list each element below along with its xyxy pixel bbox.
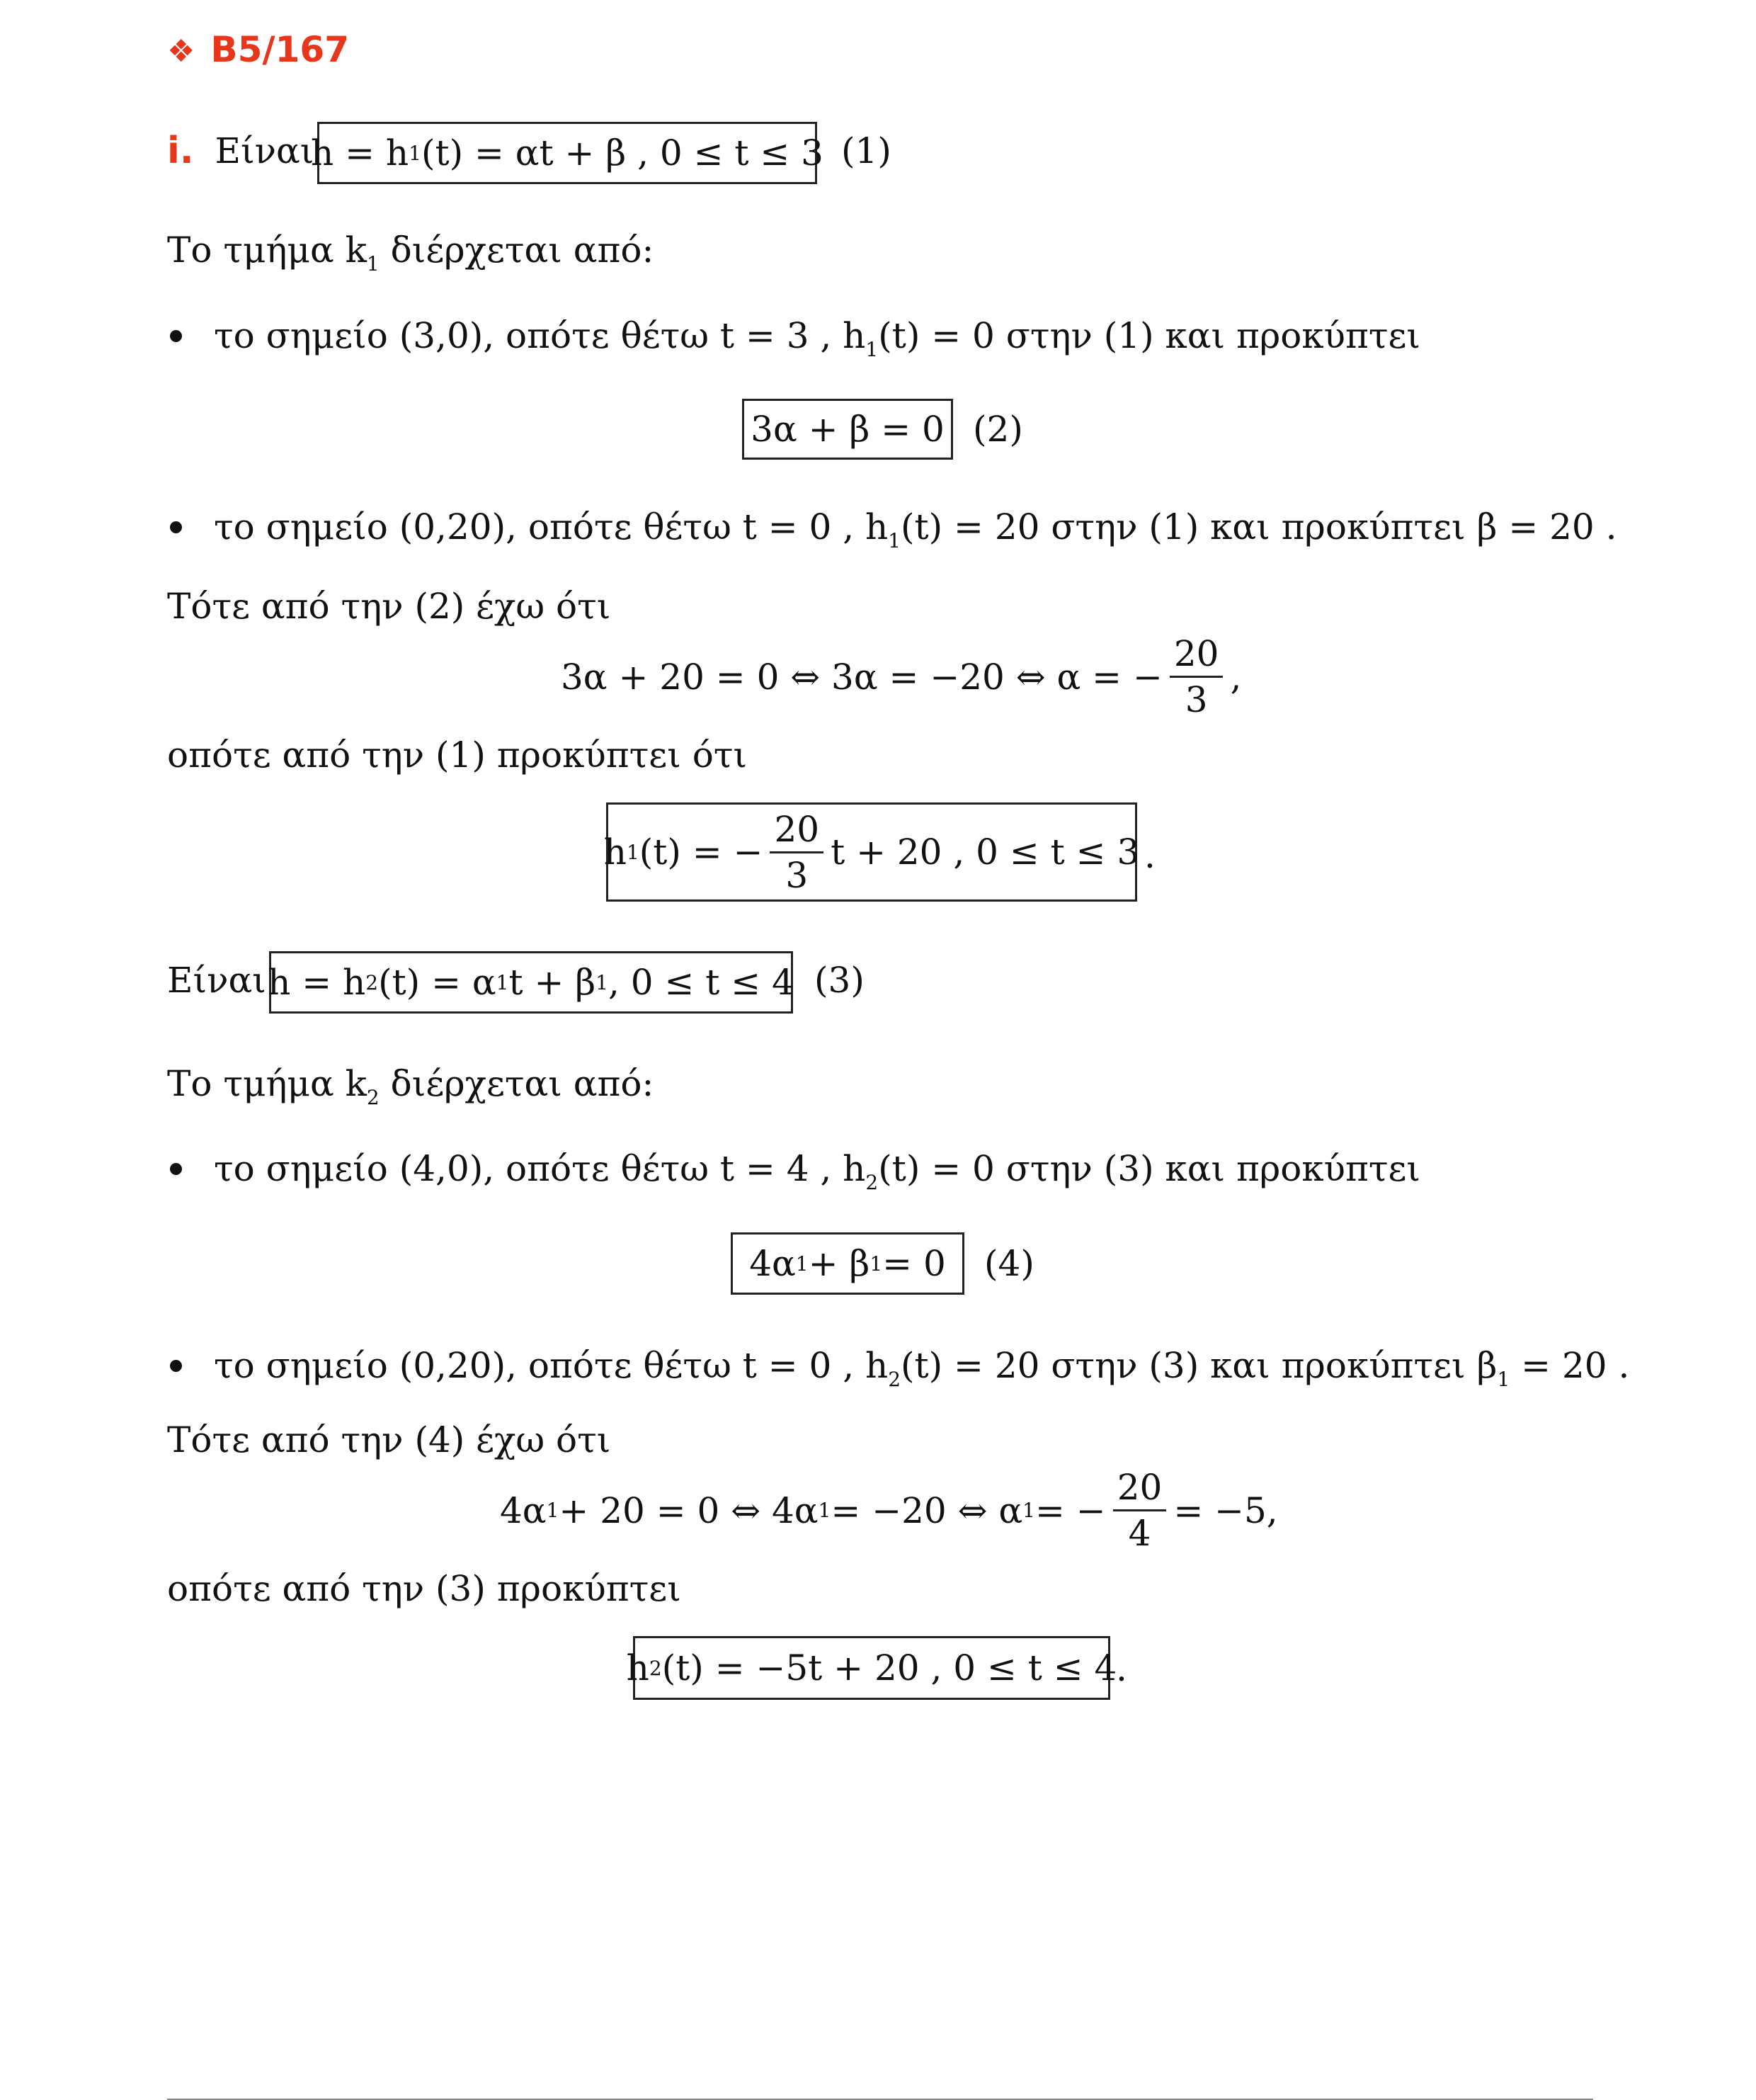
- equation-box-2: 3α + β = 0: [742, 399, 953, 460]
- then-text-2: Τότε από την (4) έχω ότι: [167, 1419, 611, 1460]
- then-text-1: Τότε από την (2) έχω ότι: [167, 586, 611, 627]
- fraction: $\frac{20}{3}$: [1170, 635, 1224, 719]
- equation-box-1: h = h 1 (t) = αt + β , 0 ≤ t ≤ 3: [317, 122, 817, 184]
- equation-tag-1: (1): [841, 130, 891, 171]
- section-header: [167, 28, 349, 73]
- part-label: i.: [167, 130, 194, 172]
- so-text-1: οπότε από την (1) προκύπτει ότι: [167, 734, 748, 776]
- equation-2: 4α 1 + 20 = 0 ⇔ 4α 1 = −20 ⇔ α 1 = − $\frac{20}{4}$ = −5,: [500, 1467, 1278, 1554]
- intro-text-2: Είναι: [167, 960, 266, 1001]
- bullet-text-2: το σημείο (0,20), οπότε θέτω t = 0 , $h_1(t) = 20$ στην (1) και προκύπτει β = 20 .: [214, 506, 1617, 552]
- fraction: $\frac{20}{3}$: [770, 810, 823, 895]
- segment2-line: Το τμήμα $k_2$ διέρχεται από:: [167, 1063, 654, 1109]
- result-end-1: .: [1144, 835, 1156, 876]
- bullet-icon: [170, 521, 182, 533]
- result-box-2: h 2 (t) = −5t + 20 , 0 ≤ t ≤ 4: [633, 1636, 1110, 1700]
- bullet-icon: [170, 1163, 182, 1175]
- diamond-icon: ❖: [167, 33, 195, 69]
- fraction: $\frac{20}{4}$: [1113, 1468, 1167, 1553]
- bullet-text-4: το σημείο (0,20), οπότε θέτω t = 0 , $h_2(t) = 20$ στην (3) και προκύπτει $\beta_1 = 20$ .: [214, 1345, 1630, 1391]
- equation-tag-3: (3): [814, 960, 865, 1001]
- equation-1: 3α + 20 = 0 ⇔ 3α = −20 ⇔ α = − $\frac{20}{3}$ ,: [561, 633, 1242, 720]
- equation-box-3: h = h 2 (t) = α 1 t + β 1 , 0 ≤ t ≤ 4: [269, 951, 793, 1014]
- part-i-line: [167, 130, 314, 172]
- result-end-2: .: [1116, 1648, 1127, 1689]
- bullet-text-3: το σημείο (4,0), οπότε θέτω t = 4 , $h_2(t) = 0$ στην (3) και προκύπτει: [214, 1148, 1421, 1194]
- equation-box-4: 4α 1 + β 1 = 0: [731, 1232, 964, 1295]
- intro-text: Είναι: [215, 130, 314, 171]
- section-title: B5/167: [210, 29, 349, 70]
- bullet-text-1: το σημείο (3,0), οπότε θέτω t = 3 , $h_1(t) = 0$ στην (1) και προκύπτει: [214, 315, 1421, 361]
- bullet-icon: [170, 1360, 182, 1372]
- equation-tag-4: (4): [984, 1243, 1034, 1284]
- bullet-icon: [170, 330, 182, 342]
- result-box-1: h 1 (t) = − $\frac{20}{3}$ t + 20 , 0 ≤ t ≤ 3: [606, 802, 1137, 902]
- so-text-2: οπότε από την (3) προκύπτει: [167, 1568, 681, 1609]
- equation-tag-2: (2): [973, 409, 1023, 450]
- segment1-line: Το τμήμα $k_1$ διέρχεται από:: [167, 229, 654, 276]
